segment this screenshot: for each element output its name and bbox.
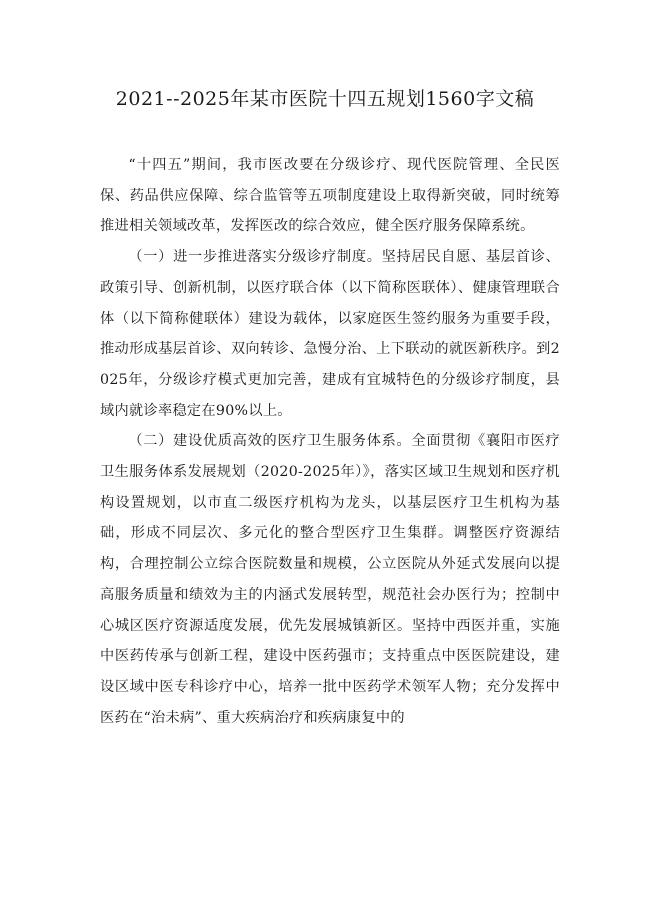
paragraph-section-1: （一）进一步推进落实分级诊疗制度。坚持居民自愿、基层首诊、政策引导、创新机制，以医疗联合体（以下简称医联体）、健康管理联合体（以下简称健联体）建设为载体，以家庭医生签约服务为重要手段，推动形成基层首诊、双向转诊、急慢分治、上下联动的就医新秩序。到2025年，分级诊疗模式更加完善，建成有宜城特色的分级诊疗制度，县域内就诊率稳定在90%以上。	[100, 249, 560, 419]
paragraph-intro: “十四五”期间，我市医改要在分级诊疗、现代医院管理、全民医保、药品供应保障、综合监管等五项制度建设上取得新突破，同时统筹推进相关领域改革，发挥医改的综合效应，健全医疗服务保障系统。	[100, 157, 560, 235]
document-body	[100, 150, 560, 733]
paragraph-section-2: （二）建设优质高效的医疗卫生服务体系。全面贯彻《襄阳市医疗卫生服务体系发展规划（2020-2025年）》，落实区域卫生规划和医疗机构设置规划，以市直二级医疗机构为龙头，以基层医疗卫生机构为基础，形成不同层次、多元化的整合型医疗卫生集群。调整医疗资源结构，合理控制公立综合医院数量和规模，公立医院从外延式发展向以提高服务质量和绩效为主的内涵式发展转型，规范社会办医行为；控制中心城区医疗资源适度发展，优先发展城镇新区。坚持中西医并重，实施中医药传承与创新工程，建设中医药强市；支持重点中医医院建设，建设区域中医专科诊疗中心，培养一批中医药学术领军人物；充分发挥中医药在“治未病”、重大疾病治疗和疾病康复中的	[100, 433, 560, 726]
document-title: 2021--2025年某市医院十四五规划1560字文稿	[115, 88, 535, 110]
